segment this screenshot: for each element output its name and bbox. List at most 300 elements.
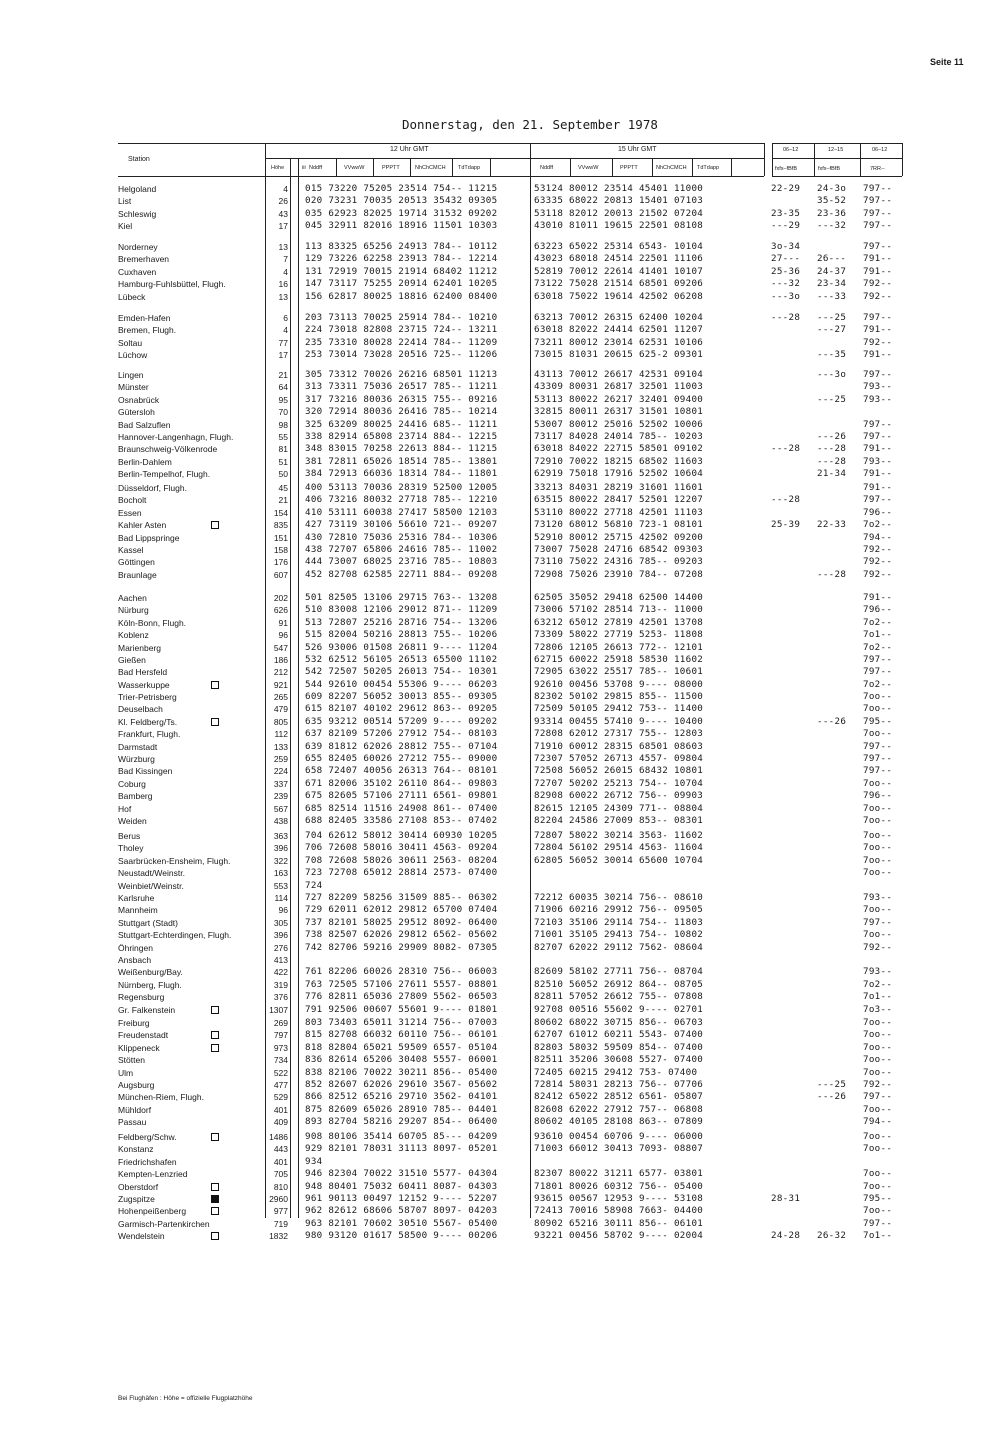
obs-12-gmt: 438 72707 65806 24616 785-- 11002 xyxy=(305,544,498,555)
gmt12-header: 12 Uhr GMT xyxy=(390,146,429,153)
station-altitude: 553 xyxy=(273,880,288,891)
station-altitude: 17 xyxy=(278,350,288,361)
station-row xyxy=(0,1028,1000,1040)
gust-12-15: ---25 xyxy=(817,1079,847,1090)
station-row xyxy=(0,1229,1000,1241)
station-row xyxy=(0,418,1000,430)
obs-12-gmt: 708 72608 58026 30611 2563- 08204 xyxy=(305,854,498,866)
precip-06-12: 7o2-- xyxy=(863,978,893,990)
precip-06-12: 797-- xyxy=(863,1217,893,1229)
precip-06-12: 791-- xyxy=(863,468,893,480)
obs-15-gmt: 82707 62022 29112 7562- 08604 xyxy=(534,941,704,953)
precip-06-12: 792-- xyxy=(863,336,893,348)
obs-15-gmt: 80602 68022 30715 856-- 06703 xyxy=(534,1017,704,1028)
obs-15-gmt: 53110 80022 27718 42501 11103 xyxy=(534,506,704,518)
obs-12-gmt: 609 82207 56052 30013 855-- 09305 xyxy=(305,691,498,702)
obs-12-gmt: 253 73014 73028 20516 725-- 11206 xyxy=(305,349,498,361)
obs-15-gmt: 53007 80012 25016 52502 10006 xyxy=(534,418,704,430)
station-altitude: 112 xyxy=(274,729,288,740)
station-name: Norderney xyxy=(118,242,158,252)
obs-12-gmt: 815 82708 66032 60110 756-- 06101 xyxy=(305,1029,498,1041)
page-title: Donnerstag, den 21. September 1978 xyxy=(402,117,658,132)
station-row xyxy=(0,336,1000,348)
station-name: Freudenstadt xyxy=(118,1030,169,1041)
station-altitude: 212 xyxy=(273,667,288,678)
station-name: Berlin-Dahlem xyxy=(118,456,172,467)
station-name: Braunlage xyxy=(118,569,157,580)
station-row xyxy=(0,591,1000,603)
station-name: Augsburg xyxy=(118,1080,155,1090)
obs-12-gmt: 836 82614 65206 30408 5557- 06001 xyxy=(305,1054,498,1066)
precip-06-12: 7oo-- xyxy=(863,842,893,854)
station-name: Soltau xyxy=(118,337,143,348)
gust-12-15: ---28 xyxy=(817,455,847,467)
station-altitude: 98 xyxy=(278,419,288,430)
obs-15-gmt: 63335 68022 20813 15401 07103 xyxy=(534,195,704,207)
obs-15-gmt: 71003 66012 30413 7093- 08807 xyxy=(534,1143,704,1155)
obs-12-gmt: 763 72505 57106 27611 5557- 08801 xyxy=(305,978,498,990)
mountain-station-marker-icon xyxy=(211,521,219,529)
station-name: Lübeck xyxy=(118,291,146,302)
station-name: Hamburg-Fuhlsbüttel, Flugh. xyxy=(118,279,226,290)
obs-15-gmt: 73007 75028 24716 68542 09303 xyxy=(534,544,704,555)
precip-06-12: 792-- xyxy=(863,544,893,555)
station-altitude: 55 xyxy=(278,432,288,442)
station-altitude: 2960 xyxy=(269,1194,288,1204)
station-name: Hohenpeißenberg xyxy=(118,1206,187,1217)
station-row xyxy=(0,442,1000,454)
station-name: Neustadt/Weinstr. xyxy=(118,868,185,879)
station-name: List xyxy=(118,196,132,207)
obs-12-gmt: 338 82914 65808 23714 884-- 12215 xyxy=(305,431,498,442)
station-row xyxy=(0,814,1000,826)
obs-12-gmt: 235 73310 80028 22414 784-- 11209 xyxy=(305,336,498,348)
gust-06-12: 27--- xyxy=(771,253,801,265)
precip-06-12: 7oo-- xyxy=(863,1066,893,1078)
obs-15-gmt: 93615 00567 12953 9---- 53108 xyxy=(534,1193,704,1204)
obs-12-gmt: 430 72810 75036 25316 784-- 10306 xyxy=(305,531,498,543)
precip-06-12: 7oo-- xyxy=(863,703,893,715)
gust-06-12: 25-39 xyxy=(771,519,801,531)
station-name: Kiel xyxy=(118,221,133,232)
obs-15-gmt: 92708 00516 55602 9---- 02701 xyxy=(534,1003,704,1015)
obs-12-gmt: 400 53113 70036 28319 52500 12005 xyxy=(305,482,498,493)
obs-12-gmt: 818 82804 65021 59509 6557- 05104 xyxy=(305,1041,498,1053)
precip-06-12: 7oo-- xyxy=(863,830,893,841)
station-name: Hannover-Langenhagn, Flugh. xyxy=(118,432,234,442)
station-name: Nürnberg, Flugh. xyxy=(118,979,182,990)
precip-06-12: 796-- xyxy=(863,506,893,518)
station-altitude: 438 xyxy=(273,816,288,826)
station-altitude: 26 xyxy=(278,196,288,207)
station-altitude: 396 xyxy=(273,843,288,854)
precip-06-12: 793-- xyxy=(863,892,893,903)
station-row xyxy=(0,1041,1000,1053)
obs-15-gmt: 72707 50202 25213 754-- 10704 xyxy=(534,777,704,789)
precip-06-12: 791-- xyxy=(863,482,893,493)
station-row xyxy=(0,219,1000,231)
obs-15-gmt: 73122 75028 21514 68501 09206 xyxy=(534,278,704,290)
precip-06-12: 7oo-- xyxy=(863,1168,893,1180)
obs-15-gmt: 72413 70016 58908 7663- 04400 xyxy=(534,1205,704,1217)
station-row xyxy=(0,481,1000,493)
obs-12-gmt: 675 82605 57106 27111 6561- 09801 xyxy=(305,790,498,802)
obs-12-gmt: 791 92506 00607 55601 9---- 01801 xyxy=(305,1003,498,1015)
obs-12-gmt: 526 93006 01508 26811 9---- 11204 xyxy=(305,641,498,653)
station-altitude: 259 xyxy=(273,754,288,764)
precip-06-12: 797-- xyxy=(863,418,893,430)
precip-06-12: 793-- xyxy=(863,381,893,393)
station-row xyxy=(0,777,1000,789)
precip-06-12: 797-- xyxy=(863,207,893,219)
station-altitude: 626 xyxy=(273,605,288,616)
gust-06-12: ---28 xyxy=(771,443,801,455)
station-row xyxy=(0,916,1000,928)
mountain-station-marker-icon xyxy=(211,1232,219,1240)
obs-15-gmt: 73117 84028 24014 785-- 10203 xyxy=(534,431,704,442)
station-altitude: 401 xyxy=(273,1104,288,1115)
station-altitude: 443 xyxy=(273,1144,288,1155)
obs-12-gmt: 513 72807 25216 28716 754-- 13206 xyxy=(305,616,498,628)
precip-06-12: 792-- xyxy=(863,278,893,290)
station-name: München-Riem, Flugh. xyxy=(118,1092,204,1103)
precip-06-12: 7oo-- xyxy=(863,929,893,941)
obs-12-gmt: 737 82101 58025 29512 8092- 06400 xyxy=(305,916,498,928)
station-name: Wendelstein xyxy=(118,1231,165,1242)
station-name: Kassel xyxy=(118,545,144,555)
page-number: Seite 11 xyxy=(930,57,964,67)
obs-12-gmt: 729 62011 62012 29812 65700 07404 xyxy=(305,904,498,916)
station-altitude: 363 xyxy=(273,831,288,841)
obs-15-gmt: 71801 80026 60312 756-- 05400 xyxy=(534,1180,704,1192)
obs-12-gmt: 348 83015 70258 22613 884-- 11215 xyxy=(305,443,498,455)
mountain-station-marker-icon xyxy=(211,1207,219,1215)
station-altitude: 276 xyxy=(273,942,288,953)
obs-15-gmt: 82307 80022 31211 6577- 03801 xyxy=(534,1168,704,1180)
mountain-station-marker-icon xyxy=(211,1044,219,1052)
precip-06-12: 797-- xyxy=(863,765,893,777)
obs-12-gmt: 147 73117 75255 20914 62401 10205 xyxy=(305,278,498,290)
precip-06-12: 794-- xyxy=(863,1116,893,1128)
station-altitude: 422 xyxy=(273,967,288,978)
station-row xyxy=(0,702,1000,714)
gust-12-15: ---35 xyxy=(817,349,847,361)
obs-15-gmt: 72804 56102 29514 4563- 11604 xyxy=(534,842,704,854)
station-altitude: 176 xyxy=(273,557,288,568)
station-row xyxy=(0,311,1000,323)
gust-12-15: ---33 xyxy=(817,290,847,302)
obs-15-gmt: 72103 35106 29114 754-- 11803 xyxy=(534,916,704,928)
col-nddff-12: Nddff xyxy=(309,165,323,171)
station-altitude: 376 xyxy=(273,992,288,1003)
station-name: Bad Lippspringe xyxy=(118,532,180,543)
precip-06-12: 797-- xyxy=(863,241,893,252)
obs-12-gmt: 381 72811 65026 18514 785-- 13801 xyxy=(305,455,498,467)
station-row xyxy=(0,953,1000,965)
obs-15-gmt: 43113 70012 26617 42531 09104 xyxy=(534,369,704,380)
precip-06-12: 797-- xyxy=(863,916,893,928)
station-row xyxy=(0,866,1000,878)
obs-12-gmt: 544 92610 00454 55306 9---- 06203 xyxy=(305,678,498,690)
precip-06-12: 797-- xyxy=(863,312,893,323)
station-name: Karlsruhe xyxy=(118,893,155,903)
station-row xyxy=(0,678,1000,690)
station-altitude: 522 xyxy=(273,1067,288,1078)
station-altitude: 529 xyxy=(273,1092,288,1103)
station-row xyxy=(0,802,1000,814)
precip-06-12: 792-- xyxy=(863,941,893,953)
precip-06-12: 791-- xyxy=(863,265,893,277)
obs-15-gmt: 62919 75018 17916 52502 10604 xyxy=(534,468,704,480)
station-name: Oberstdorf xyxy=(118,1181,159,1192)
station-altitude: 202 xyxy=(273,593,288,603)
obs-15-gmt: 63018 75022 19614 42502 06208 xyxy=(534,290,704,302)
obs-12-gmt: 838 82106 70022 30211 856-- 05400 xyxy=(305,1066,498,1078)
station-row xyxy=(0,665,1000,677)
station-row xyxy=(0,568,1000,580)
mountain-station-marker-icon xyxy=(211,718,219,726)
gmt15-header: 15 Uhr GMT xyxy=(618,146,657,153)
obs-12-gmt: 948 80401 75032 60411 8087- 04303 xyxy=(305,1180,498,1192)
obs-15-gmt: 82608 62022 27912 757-- 06808 xyxy=(534,1103,704,1115)
station-name: Weinbiet/Weinstr. xyxy=(118,880,184,891)
obs-12-gmt: 776 82811 65036 27809 5562- 06503 xyxy=(305,991,498,1003)
station-altitude: 4 xyxy=(283,325,288,336)
gust-06-12: ---3o xyxy=(771,290,801,302)
gust-06-12: ---29 xyxy=(771,220,801,232)
gust-06-12: ---28 xyxy=(771,494,801,506)
station-altitude: 114 xyxy=(274,893,288,903)
station-row xyxy=(0,290,1000,302)
station-altitude: 224 xyxy=(273,766,288,777)
obs-12-gmt: 685 82514 11516 24908 861-- 07400 xyxy=(305,802,498,814)
station-name: Deuselbach xyxy=(118,704,163,715)
station-name: Friedrichshafen xyxy=(118,1156,177,1167)
obs-12-gmt: 501 82505 13106 29715 763-- 13208 xyxy=(305,592,498,603)
station-row xyxy=(0,752,1000,764)
obs-12-gmt: 727 82209 58256 31509 885-- 06302 xyxy=(305,892,498,903)
station-row xyxy=(0,531,1000,543)
station-name: Lingen xyxy=(118,370,144,380)
mountain-station-marker-icon xyxy=(211,1195,219,1203)
station-altitude: 96 xyxy=(278,630,288,641)
station-row xyxy=(0,518,1000,530)
station-name: Gütersloh xyxy=(118,407,155,418)
station-row xyxy=(0,1090,1000,1102)
station-name: Trier-Petrisberg xyxy=(118,692,177,702)
obs-12-gmt: 961 90113 00497 12152 9---- 52207 xyxy=(305,1193,498,1204)
station-row xyxy=(0,1066,1000,1078)
obs-15-gmt: 73110 75022 24316 785-- 09203 xyxy=(534,556,704,568)
obs-15-gmt: 72807 58022 30214 3563- 11602 xyxy=(534,830,704,841)
precip-06-12: 7oo-- xyxy=(863,691,893,702)
station-name: Emden-Hafen xyxy=(118,313,171,323)
station-name: Schleswig xyxy=(118,208,157,219)
station-name: Nürburg xyxy=(118,605,149,616)
precip-06-12: 791-- xyxy=(863,349,893,361)
station-altitude: 977 xyxy=(273,1206,288,1217)
obs-12-gmt: 532 62512 56105 26513 65500 11102 xyxy=(305,654,498,665)
station-name: Cuxhaven xyxy=(118,266,157,277)
station-row xyxy=(0,543,1000,555)
station-row xyxy=(0,455,1000,467)
station-name: Zugspitze xyxy=(118,1194,155,1204)
col-vvwww-12: VVwwW xyxy=(344,165,365,171)
obs-15-gmt: 93610 00454 60706 9---- 06000 xyxy=(534,1131,704,1142)
precip-06-12: 794-- xyxy=(863,531,893,543)
station-row xyxy=(0,1016,1000,1028)
obs-15-gmt: 43010 81011 19615 22501 08108 xyxy=(534,220,704,232)
station-row xyxy=(0,941,1000,953)
obs-12-gmt: 738 82507 62026 29812 6562- 05602 xyxy=(305,929,498,941)
obs-15-gmt: 82615 12105 24309 771-- 08804 xyxy=(534,802,704,814)
obs-15-gmt: 82609 58102 27711 756-- 08704 xyxy=(534,966,704,978)
gust-06-12: 28-31 xyxy=(771,1193,801,1204)
precip-06-12: 792-- xyxy=(863,290,893,302)
station-name: Kahler Asten xyxy=(118,520,167,531)
precip-06-12: 797-- xyxy=(863,740,893,752)
station-altitude: 401 xyxy=(273,1156,288,1167)
gust-12-15: 23-36 xyxy=(817,207,847,219)
precip-06-12: 797-- xyxy=(863,369,893,380)
station-altitude: 21 xyxy=(278,370,288,380)
station-row xyxy=(0,928,1000,940)
precip-06-12: 795-- xyxy=(863,715,893,727)
station-name: Wasserkuppe xyxy=(118,679,170,690)
station-name: Stuttgart-Echterdingen, Flugh. xyxy=(118,930,232,941)
obs-15-gmt: 62715 60022 25918 58530 11602 xyxy=(534,654,704,665)
obs-15-gmt: 72814 58031 28213 756-- 07706 xyxy=(534,1079,704,1090)
precip-06-12: 7oo-- xyxy=(863,1103,893,1115)
obs-12-gmt: 325 63209 80025 24416 685-- 11211 xyxy=(305,418,498,430)
precip-06-12: 7oo-- xyxy=(863,1017,893,1028)
precip-06-12: 7oo-- xyxy=(863,1205,893,1217)
precip-06-12: 793-- xyxy=(863,455,893,467)
station-altitude: 413 xyxy=(273,955,288,965)
gust-06-12: 23-35 xyxy=(771,207,801,219)
station-name: Bad Salzuflen xyxy=(118,419,171,430)
obs-15-gmt: 82302 50102 29815 855-- 11500 xyxy=(534,691,704,702)
obs-12-gmt: 410 53111 60038 27417 58500 12103 xyxy=(305,506,498,518)
station-name: Hof xyxy=(118,803,132,814)
station-name: Coburg xyxy=(118,778,146,789)
station-name: Weißenburg/Bay. xyxy=(118,967,183,978)
station-name: Essen xyxy=(118,507,142,518)
obs-15-gmt: 43309 80031 26817 32501 11003 xyxy=(534,381,704,393)
station-name: Bad Hersfeld xyxy=(118,667,168,678)
obs-12-gmt: 317 73216 80036 26315 755-- 09216 xyxy=(305,393,498,405)
station-row xyxy=(0,277,1000,289)
obs-15-gmt: 82908 60022 26712 756-- 09903 xyxy=(534,790,704,802)
gust-12-15: 23-34 xyxy=(817,278,847,290)
station-name: Klippeneck xyxy=(118,1042,160,1053)
mountain-station-marker-icon xyxy=(211,1183,219,1191)
precip-06-12: 797-- xyxy=(863,183,893,194)
col-gust-a: fxfx–fBfB xyxy=(775,166,798,172)
station-row xyxy=(0,506,1000,518)
obs-12-gmt: 655 82405 60026 27212 755-- 09000 xyxy=(305,753,498,764)
station-altitude: 64 xyxy=(278,382,288,393)
station-altitude: 50 xyxy=(278,469,288,480)
precip-06-12: 797-- xyxy=(863,753,893,764)
station-altitude: 45 xyxy=(278,483,288,493)
precip-06-12: 791-- xyxy=(863,592,893,603)
station-altitude: 4 xyxy=(283,266,288,277)
station-name: Freiburg xyxy=(118,1018,150,1028)
obs-12-gmt: 015 73220 75205 23514 754-- 11215 xyxy=(305,183,498,194)
precip-06-12: 797-- xyxy=(863,666,893,678)
precip-06-12: 7oo-- xyxy=(863,1041,893,1053)
precip-06-12: 797-- xyxy=(863,220,893,232)
station-altitude: 158 xyxy=(273,545,288,555)
station-altitude: 239 xyxy=(273,791,288,802)
obs-12-gmt: 639 81812 62026 28812 755-- 07104 xyxy=(305,740,498,752)
obs-12-gmt: 723 72708 65012 28814 2573- 07400 xyxy=(305,867,498,879)
gust-12-15: 26--- xyxy=(817,253,847,265)
station-row xyxy=(0,493,1000,505)
station-altitude: 70 xyxy=(278,407,288,418)
station-name: Koblenz xyxy=(118,630,149,641)
station-name: Osnabrück xyxy=(118,394,160,405)
station-row xyxy=(0,240,1000,252)
col-12-15: 12–15 xyxy=(828,147,844,153)
obs-12-gmt: 020 73231 70035 20513 35432 09305 xyxy=(305,195,498,207)
precip-06-12: 7oo-- xyxy=(863,1054,893,1066)
precip-06-12: 7oo-- xyxy=(863,802,893,814)
obs-12-gmt: 635 93212 00514 57209 9---- 09202 xyxy=(305,715,498,727)
station-name: Köln-Bonn, Flugh. xyxy=(118,617,187,628)
obs-12-gmt: 962 82612 68606 58707 8097- 04203 xyxy=(305,1205,498,1217)
obs-15-gmt: 72508 56052 26015 68432 10801 xyxy=(534,765,704,777)
station-name: Bad Kissingen xyxy=(118,766,173,777)
station-altitude: 151 xyxy=(273,532,288,543)
obs-12-gmt: 929 82101 78031 31113 8097- 05201 xyxy=(305,1143,498,1155)
obs-15-gmt: 80602 40105 28108 863-- 07809 xyxy=(534,1116,704,1128)
station-row xyxy=(0,891,1000,903)
precip-06-12: 797-- xyxy=(863,494,893,506)
station-altitude: 154 xyxy=(273,507,288,518)
station-name: Bremerhaven xyxy=(118,254,170,265)
obs-12-gmt: 305 73312 70026 26216 68501 11213 xyxy=(305,369,498,380)
obs-12-gmt: 893 82704 58216 29207 854-- 06400 xyxy=(305,1116,498,1128)
obs-15-gmt: 73309 58022 27719 5253- 11808 xyxy=(534,629,704,641)
precip-06-12: 792-- xyxy=(863,556,893,568)
station-row xyxy=(0,978,1000,990)
obs-15-gmt: 72212 60035 30214 756-- 08610 xyxy=(534,892,704,903)
obs-12-gmt: 724 xyxy=(305,879,323,891)
precip-06-12: 793-- xyxy=(863,966,893,978)
precip-06-12: 7o1-- xyxy=(863,991,893,1003)
col-nddff-15: Nddff xyxy=(540,165,554,171)
footnote: Bei Flughäfen : Höhe = offizielle Flugplatzhöhe xyxy=(118,1395,253,1402)
obs-15-gmt: 62805 56052 30014 65600 10704 xyxy=(534,854,704,866)
obs-12-gmt: 866 82512 65216 29710 3562- 04101 xyxy=(305,1091,498,1103)
station-altitude: 337 xyxy=(273,778,288,789)
obs-15-gmt: 52819 70012 22614 41401 10107 xyxy=(534,265,704,277)
station-name: Mühldorf xyxy=(118,1104,152,1115)
station-row xyxy=(0,616,1000,628)
station-name: Weiden xyxy=(118,816,147,826)
obs-12-gmt: 542 72507 50205 26013 754-- 10301 xyxy=(305,666,498,678)
station-row xyxy=(0,965,1000,977)
station-altitude: 21 xyxy=(278,495,288,506)
mountain-station-marker-icon xyxy=(211,1031,219,1039)
obs-12-gmt: 761 82206 60026 28310 756-- 06003 xyxy=(305,966,498,978)
gust-12-15: 22-33 xyxy=(817,519,847,531)
gust-12-15: 21-34 xyxy=(817,468,847,480)
precip-06-12: 7oo-- xyxy=(863,1180,893,1192)
gust-12-15: ---26 xyxy=(817,715,847,727)
